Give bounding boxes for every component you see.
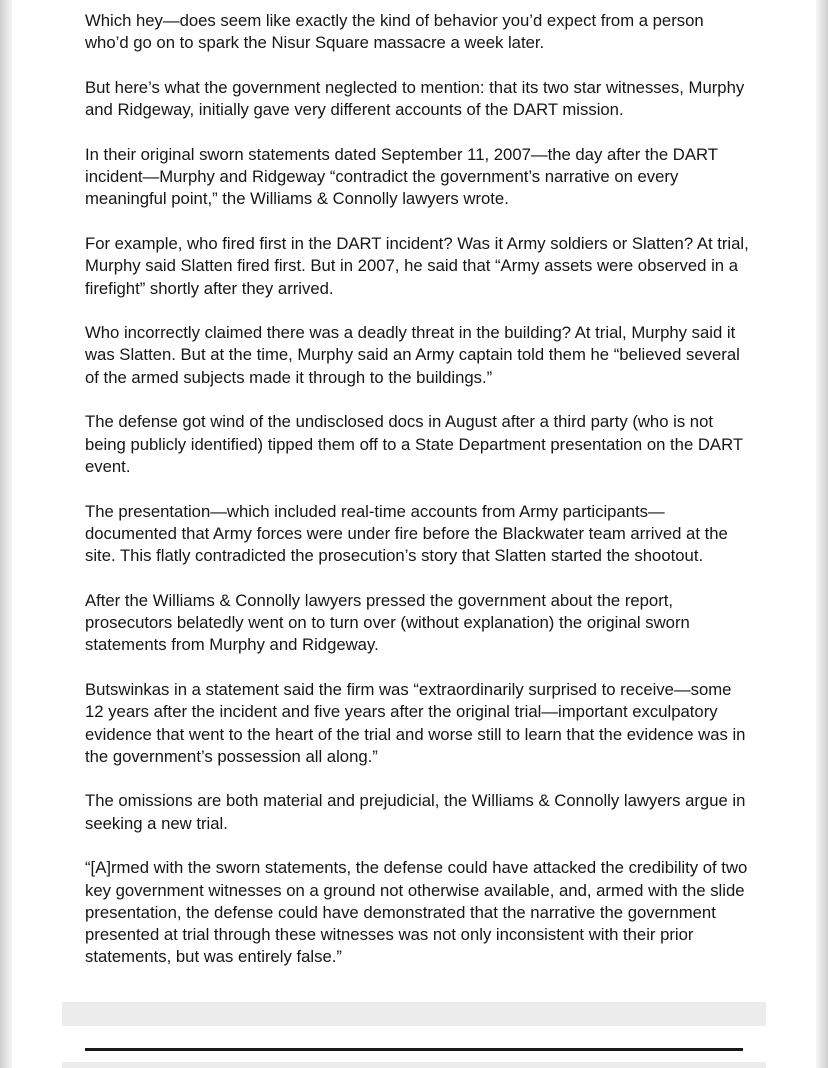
footer-band-bottom: [62, 1062, 766, 1068]
article-paragraph: The defense got wind of the undisclosed docs in August after a third party (who is not being publicly identified) tipped them off to a State Department presentation on the DART event.: [85, 412, 743, 476]
article-paragraph: Butswinkas in a statement said the firm was “extraordinarily surprised to receive—some 12 years after the incident and five years after the original trial—important exculpatory evidence that went to the heart of the trial and worse still to learn that the evidence was in the government’s possession all along.”: [85, 679, 746, 766]
article-paragraph: “[A]rmed with the sworn statements, the defense could have attacked the credibility of two key government witnesses on a ground not otherwise available, and, armed with the slide presentation, the defense could have demonstrated that the narrative the government presented at trial through these witnesses was not only inconsistent with their prior statements, but was entirely false.”: [85, 858, 748, 967]
article-paragraph: The omissions are both material and prejudicial, the Williams & Connolly lawyers argue in seeking a new trial.: [85, 791, 746, 833]
article-paragraph: Which hey—does seem like exactly the kind of behavior you’d expect from a person who’d go on to spark the Nisur Square massacre a week later.: [85, 11, 704, 53]
article-paragraph: But here’s what the government neglected to mention: that its two star witnesses, Murphy and Ridgeway, initially gave very different accounts of the DART mission.: [85, 77, 745, 120]
article-paragraph: Who incorrectly claimed there was a deadly threat in the building? At trial, Murphy said it was Slatten. But at the time, Murphy said an Army captain told them he “believed several of the armed subjects made it through to the buildings.”: [85, 323, 740, 387]
page-edge-left: [0, 0, 12, 1068]
article-paragraph: After the Williams & Connolly lawyers pressed the government about the report, prosecutors belatedly went on to turn over (without explanation) the original sworn statements from Murphy and Ridgeway.: [85, 590, 690, 655]
article-paragraph: In their original sworn statements dated September 11, 2007—the day after the DART incident—Murphy and Ridgeway “contradict the government’s narrative on every meaningful point,” the Williams & Connolly lawyers wrote.: [85, 144, 718, 209]
article-paragraph: For example, who fired first in the DART incident? Was it Army soldiers or Slatten? At trial, Murphy said Slatten fired first. But in 2007, he said that “Army assets were observed in a firefight” shortly after they arrived.: [85, 233, 749, 298]
section-divider: [85, 1048, 743, 1051]
page-edge-right: [816, 0, 828, 1068]
article-paragraph: The presentation—which included real-time accounts from Army participants—documented that Army forces were under fire before the Blackwater team arrived at the site. This flatly contradicted the prosecution’s story that Slatten started the shootout.: [85, 501, 728, 566]
footer-band: [62, 1002, 766, 1026]
article-body: [85, 10, 750, 991]
